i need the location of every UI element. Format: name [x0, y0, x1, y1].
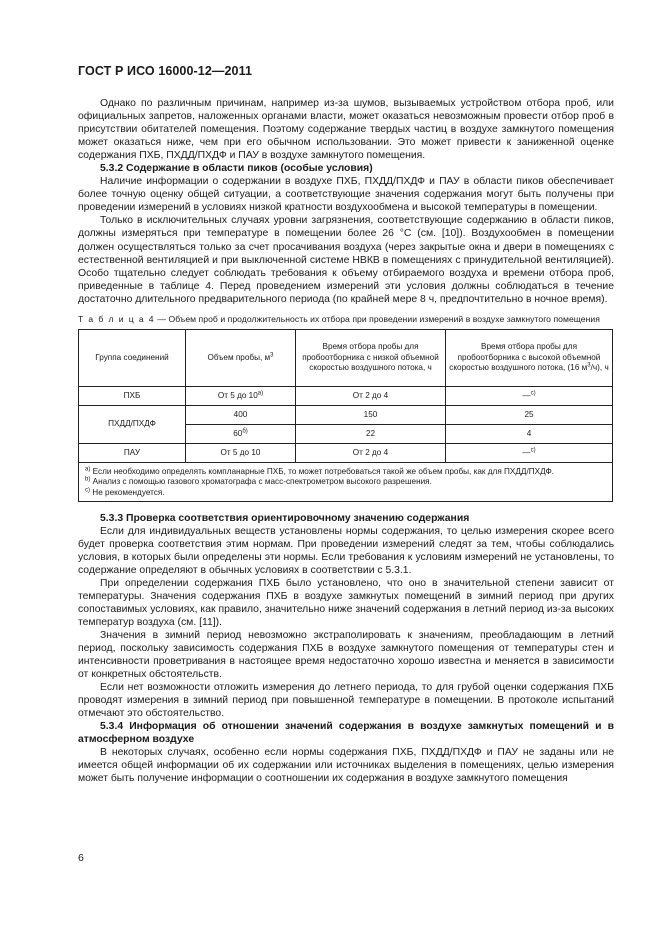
cell-high: 25 [446, 405, 613, 424]
cell-group: ПХДД/ПХДФ [79, 405, 186, 443]
paragraph: В некоторых случаях, особенно если нормы содержания ПХБ, ПХДД/ПХДФ и ПАУ не заданы или не имеется общей информации об их содержании или источниках выделения в помещениях, целью измерения может быть получение информации о соотношении их содержания в воздухе замкнутого помещения [78, 747, 614, 785]
page-number: 6 [78, 852, 84, 864]
section-heading-5-3-4: 5.3.4 Информация об отношении значений содержания в воздухе замкнутых помещений и в атмосферном воздухе [78, 721, 614, 746]
document-header: ГОСТ Р ИСО 16000-12—2011 [78, 64, 253, 78]
header-group: Группа соединений [79, 329, 186, 386]
table-footnotes-row [79, 462, 613, 501]
cell-high: —$^{с)}$ [446, 443, 613, 462]
paragraph: Значения в зимний период невозможно экстраполировать к значениям, преобладающим в летний период, поскольку зависимость содержания ПХБ в воздухе замкнутого помещения от температуры стен и интенсивности проветривания в настоящее время недостаточно хорошо известна и меняется в зависимости от конкретных обстоятельств. [78, 629, 614, 681]
paragraph: Однако по различным причинам, например из-за шумов, вызываемых устройством отбора проб, или официальных запретов, наложенных органами власти, может оказаться невозможным провести отбор проб в присутствии обитателей помещения. Поэтому содержание твердых частиц в воздухе замкнутого помещения может оказаться ниже, чем при его обычном использовании. Это может привести к заниженной оценке содержания ПХБ, ПХДД/ПХДФ и ПАУ в воздухе замкнутого помещения. [78, 98, 614, 162]
table-caption-text: — Объем проб и продолжительность их отбора при проведении измерений в воздухе замкнутого помещения [154, 313, 600, 324]
cell-volume: От 5 до $10^{а)}$ [186, 386, 296, 405]
cell-low: От 2 до 4 [296, 443, 446, 462]
header-high-flow: Время отбора пробы для пробоотборника с высокой объемной скоростью воздушного потока, (16 $м^3/ч$), ч [446, 329, 613, 386]
cell-low: 22 [296, 424, 446, 443]
cell-group: ПАУ [79, 443, 186, 462]
header-low-flow: Время отбора пробы для пробоотборника с низкой объемной скоростью воздушного потока, ч [296, 329, 446, 386]
section-heading-5-3-3: 5.3.3 Проверка соответствия ориентировочному значению содержания [100, 512, 470, 524]
table-header-row [79, 329, 613, 386]
footnote-c: $^{с)}$ Не рекомендуется. [85, 487, 165, 497]
paragraph: Если для индивидуальных веществ установлены нормы содержания, то целью измерения скорее всего будет проверка соответствия этим нормам. При проведении измерений следят за тем, чтобы соблюдались условия, в которых были определены эти нормы. Если требования к условиям измерений не установлены, то содержание определяют в обычных условиях в соответствии с 5.3.1. [78, 525, 614, 576]
table-4 [78, 329, 613, 502]
table-row [79, 443, 613, 462]
cell-volume: От 5 до 10 [186, 443, 296, 462]
cell-volume: $60^{б)}$ [186, 424, 296, 443]
cell-high: —$^{с)}$ [446, 386, 613, 405]
table-caption [78, 314, 614, 325]
page-content [78, 97, 614, 786]
cell-low: От 2 до 4 [296, 386, 446, 405]
cell-volume: 400 [186, 405, 296, 424]
table-footnotes [79, 462, 613, 501]
table-caption-lead: Т а б л и ц а 4 [78, 313, 155, 324]
paragraph: Наличие информации о содержании в воздухе ПХБ, ПХДД/ПХДФ и ПАУ в области пиков обеспечивает более точную оценку общей ситуации, а соответствующие значения содержания могут быть получены при проведении измерений в условиях низкой кратности воздухообмена и высокой температуры в помещении. [78, 176, 614, 214]
cell-low: 150 [296, 405, 446, 424]
footnote-a: $^{а)}$ Если необходимо определять компланарные ПХБ, то может потребоваться такой же объем пробы, как для ПХДД/ПХДФ. [85, 466, 554, 476]
cell-high: 4 [446, 424, 613, 443]
paragraph: При определении содержания ПХБ было установлено, что оно в значительной степени зависит от температуры. Значения содержания ПХБ в воздухе замкнутых помещений в зимний период при других сопоставимых условиях, как правило, значительно ниже значений содержания в летний период из-за высоких температур воздуха (см. [11]). [78, 577, 614, 628]
paragraph: Если нет возможности отложить измерения до летнего периода, то для грубой оценки содержания ПХБ проводят измерения в зимний период при повышенной температуре в помещении. В протоколе испытаний отмечают это обстоятельство. [78, 682, 614, 720]
table-row [79, 386, 613, 405]
header-volume: Объем пробы, $м^3$ [186, 329, 296, 386]
paragraph: Только в исключительных случаях уровни загрязнения, соответствующие содержанию в области пиков, должны измеряться при температуре в помещении более 26 °С (см. [10]). Воздухообмен в помещении должен осуществляться только за счет просачивания воздуха (через закрытые окна и двери в помещениях с естественной вентиляцией и при выключенной системе НВКВ в помещениях с принудительной вентиляцией). Особо тщательно следует соблюдать требования к объему отбираемого воздуха и времени отбора проб, приведенные в таблице 4. Перед проведением измерений эти условия должны соблюдаться в течение достаточно длительного предварительного периода (по крайней мере 8 ч, предпочтительно в ночное время). [78, 215, 614, 305]
footnote-b: $^{b)}$ Анализ с помощью газового хроматографа с масс-спектрометром высокого разрешения. [85, 476, 432, 487]
table-row [79, 405, 613, 424]
section-heading-5-3-2: 5.3.2 Содержание в области пиков (особые условия) [100, 163, 373, 175]
cell-group: ПХБ [79, 386, 186, 405]
